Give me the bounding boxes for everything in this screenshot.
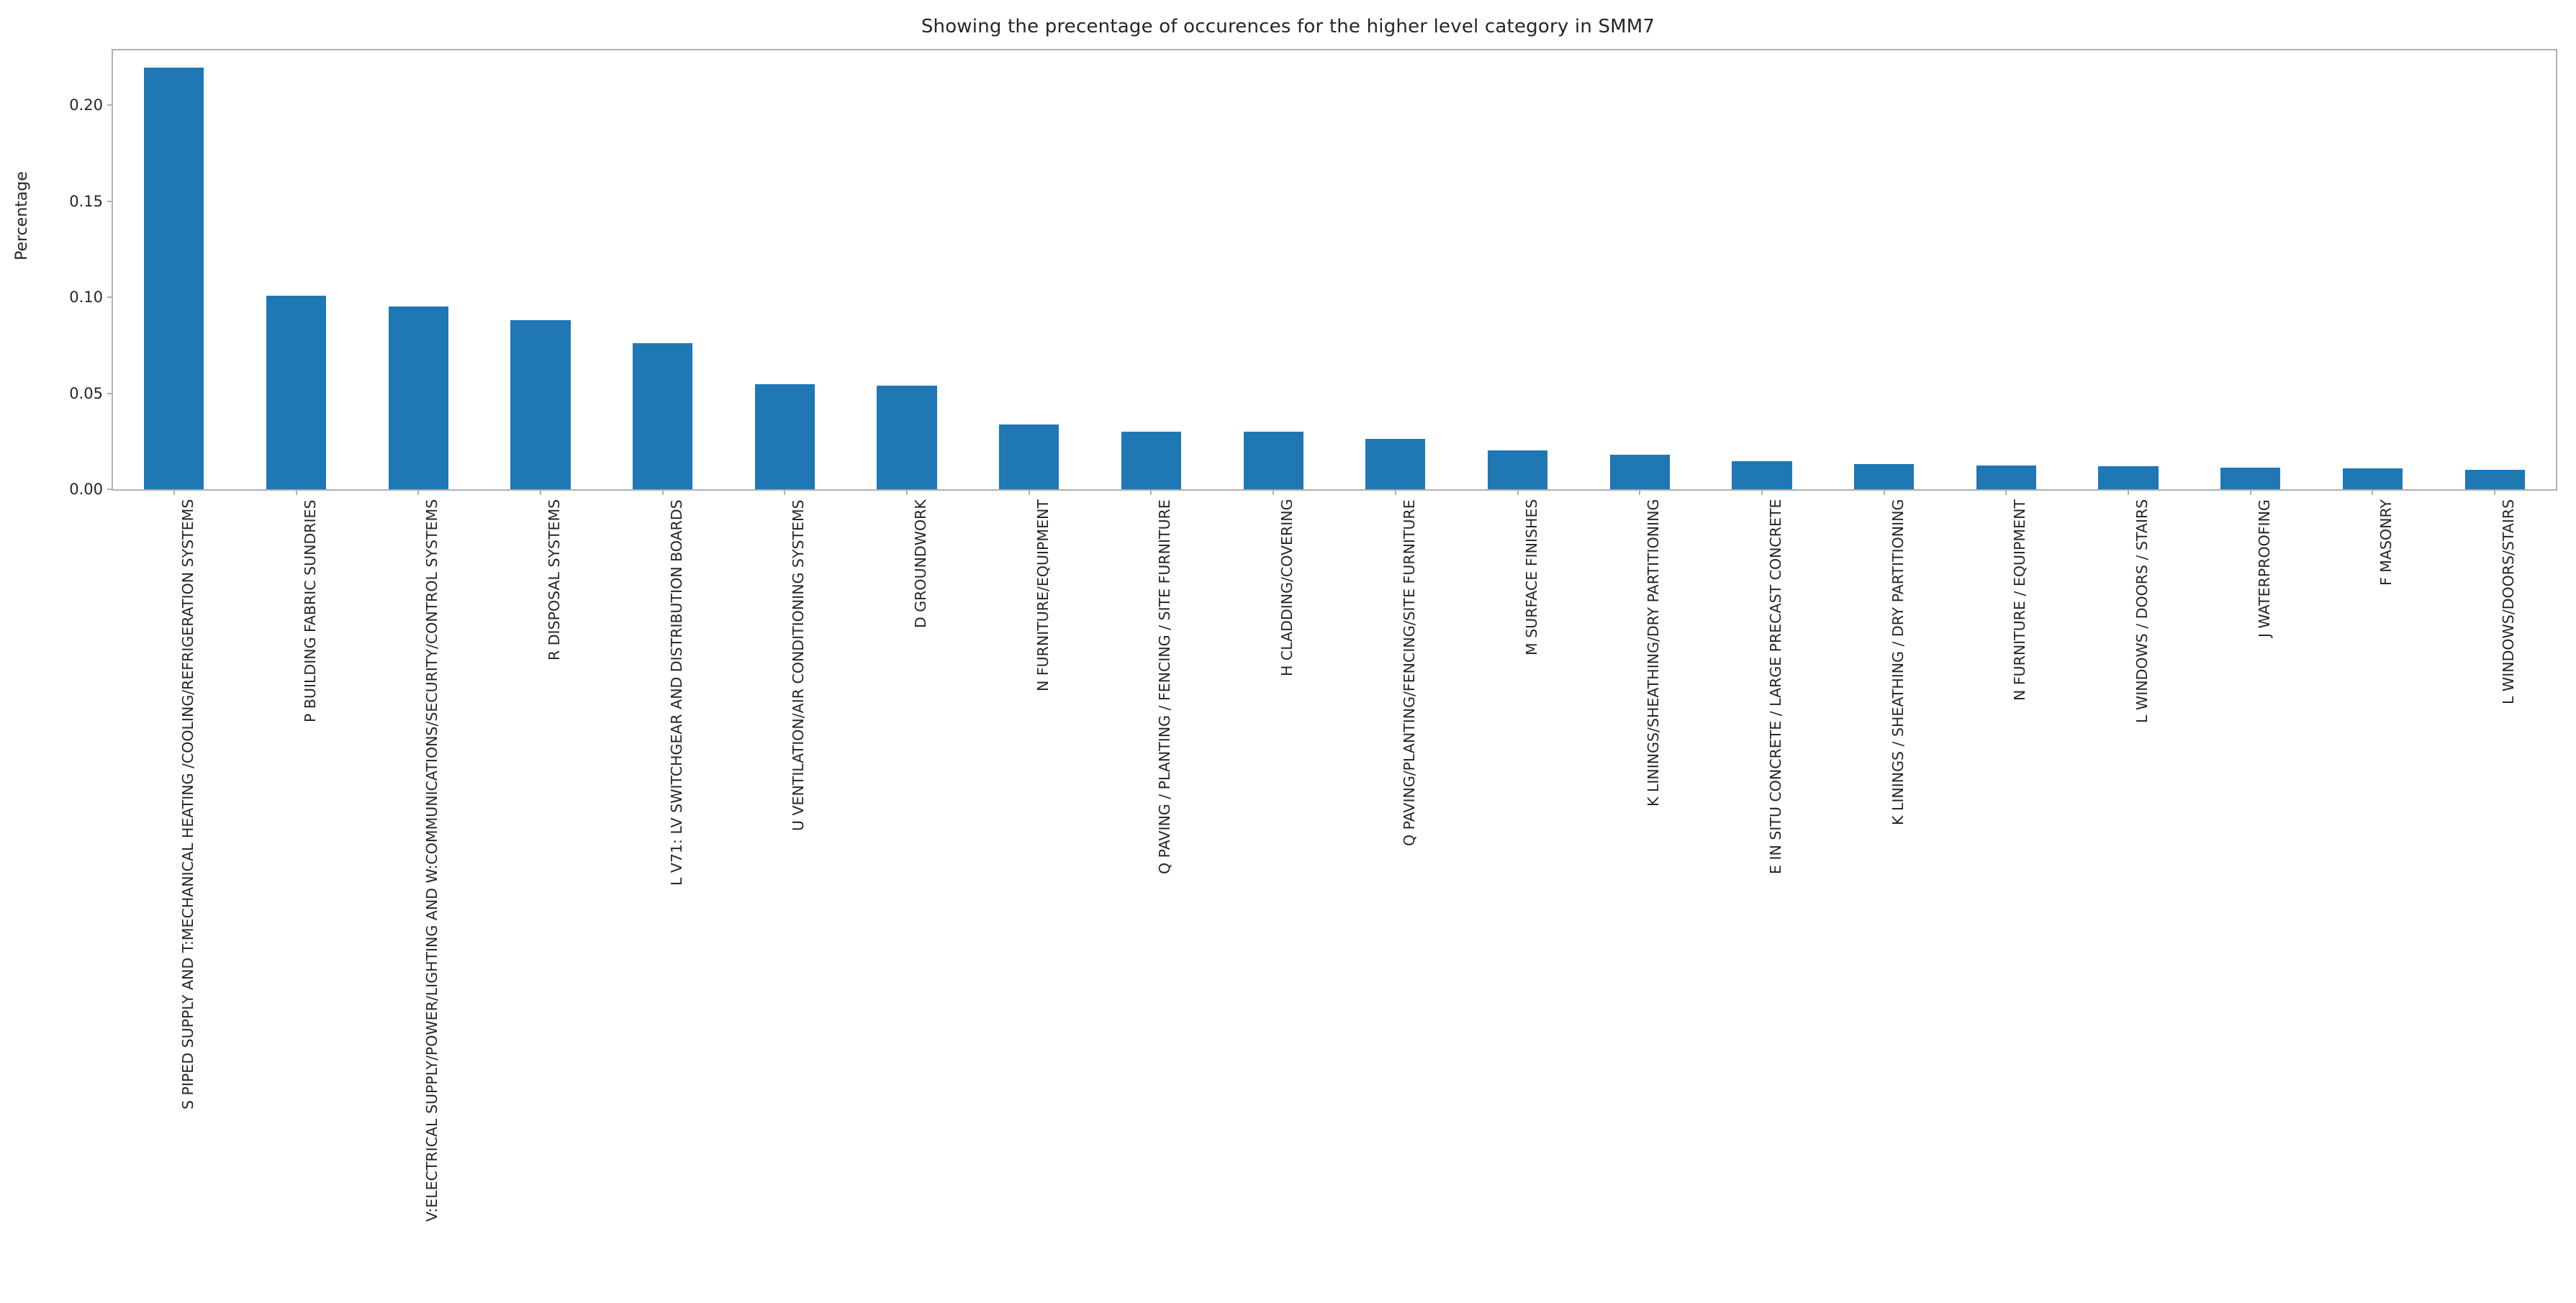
x-tick-mark xyxy=(662,489,664,495)
x-tick-mark xyxy=(1761,489,1763,495)
bar xyxy=(1121,432,1181,489)
x-tick-mark xyxy=(2005,489,2007,495)
plot-area xyxy=(69,50,2556,1222)
x-tick-label: M SURFACE FINISHES xyxy=(1522,499,1540,655)
bar xyxy=(144,68,204,489)
x-tick-mark xyxy=(1639,489,1640,495)
bar xyxy=(999,425,1059,489)
x-tick-label: K LININGS/SHEATHING/DRY PARTITIONING xyxy=(1645,499,1663,807)
bar xyxy=(1488,450,1547,489)
x-tick-mark xyxy=(296,489,297,495)
x-tick-label: L WINDOWS/DOORS/STAIRS xyxy=(2500,499,2518,704)
y-tick-mark xyxy=(107,489,113,490)
x-tick-label: E IN SITU CONCRETE / LARGE PRECAST CONCRETE xyxy=(1766,499,1784,874)
bar xyxy=(1365,439,1425,489)
x-tick-label: S PIPED SUPPLY AND T:MECHANICAL HEATING /COOLING/REFRIGERATION SYSTEMS xyxy=(178,499,196,1109)
bar xyxy=(1976,466,2036,489)
y-tick-label: 0.20 xyxy=(69,96,103,114)
x-tick-label: R DISPOSAL SYSTEMS xyxy=(545,499,563,660)
x-tick-mark xyxy=(417,489,419,495)
bar xyxy=(633,343,692,489)
x-tick-mark xyxy=(784,489,785,495)
x-tick-mark xyxy=(1517,489,1519,495)
y-tick-mark xyxy=(107,201,113,202)
x-tick-label: D GROUNDWORK xyxy=(912,499,930,628)
y-axis-label: Percentage xyxy=(13,171,31,260)
x-tick-label: N FURNITURE/EQUIPMENT xyxy=(1034,499,1052,691)
bar xyxy=(1732,461,1791,490)
x-tick-label: V:ELECTRICAL SUPPLY/POWER/LIGHTING AND W:COMMUNICATIONS/SECURITY/CONTROL SYSTEMS xyxy=(423,499,441,1222)
x-tick-mark xyxy=(173,489,175,495)
chart-title: Showing the precentage of occurences for the higher level category in SMM7 xyxy=(921,16,1655,37)
y-tick-mark xyxy=(107,296,113,298)
x-tick-mark xyxy=(1150,489,1152,495)
bar xyxy=(510,320,570,489)
x-tick-mark xyxy=(906,489,908,495)
bar xyxy=(266,296,326,489)
x-tick-mark xyxy=(2494,489,2495,495)
x-tick-label: U VENTILATION/AIR CONDITIONING SYSTEMS xyxy=(790,499,808,831)
x-tick-mark xyxy=(540,489,541,495)
bar xyxy=(1854,464,1914,489)
x-tick-label: K LININGS / SHEATHING / DRY PARTITIONING xyxy=(1889,499,1907,825)
x-tick-mark xyxy=(1273,489,1274,495)
chart-axes xyxy=(69,49,2557,1222)
x-tick-label: Q PAVING/PLANTING/FENCING/SITE FURNITURE xyxy=(1400,499,1418,846)
x-tick-label: L V71: LV SWITCHGEAR AND DISTRIBUTION BOARDS xyxy=(667,499,685,886)
x-tick-label: J WATERPROOFING xyxy=(2255,499,2273,637)
x-tick-label: F MASONRY xyxy=(2377,499,2395,586)
x-tick-mark xyxy=(2128,489,2129,495)
y-tick-mark xyxy=(107,104,113,106)
bar xyxy=(755,384,815,489)
x-tick-mark xyxy=(1029,489,1030,495)
bar xyxy=(2465,470,2525,489)
y-tick-label: 0.00 xyxy=(69,481,103,498)
bar xyxy=(1610,455,1670,489)
x-tick-label: H CLADDING/COVERING xyxy=(1278,499,1296,676)
x-tick-mark xyxy=(1395,489,1396,495)
x-tick-label: Q PAVING / PLANTING / FENCING / SITE FURNITURE xyxy=(1156,499,1174,874)
y-tick-mark xyxy=(107,393,113,394)
y-tick-label: 0.05 xyxy=(69,384,103,402)
y-tick-label: 0.15 xyxy=(69,192,103,210)
x-tick-label: L WINDOWS / DOORS / STAIRS xyxy=(2133,499,2151,723)
x-tick-mark xyxy=(2372,489,2373,495)
x-tick-label: P BUILDING FABRIC SUNDRIES xyxy=(301,499,319,722)
bar xyxy=(877,386,936,489)
x-tick-label: N FURNITURE / EQUIPMENT xyxy=(2011,499,2029,701)
bar xyxy=(2220,468,2280,489)
x-tick-mark xyxy=(2250,489,2251,495)
y-tick-label: 0.10 xyxy=(69,289,103,307)
x-tick-mark xyxy=(1884,489,1885,495)
bar xyxy=(2343,468,2403,489)
bar xyxy=(389,307,448,489)
bar xyxy=(2098,466,2158,489)
bar xyxy=(1244,432,1303,489)
